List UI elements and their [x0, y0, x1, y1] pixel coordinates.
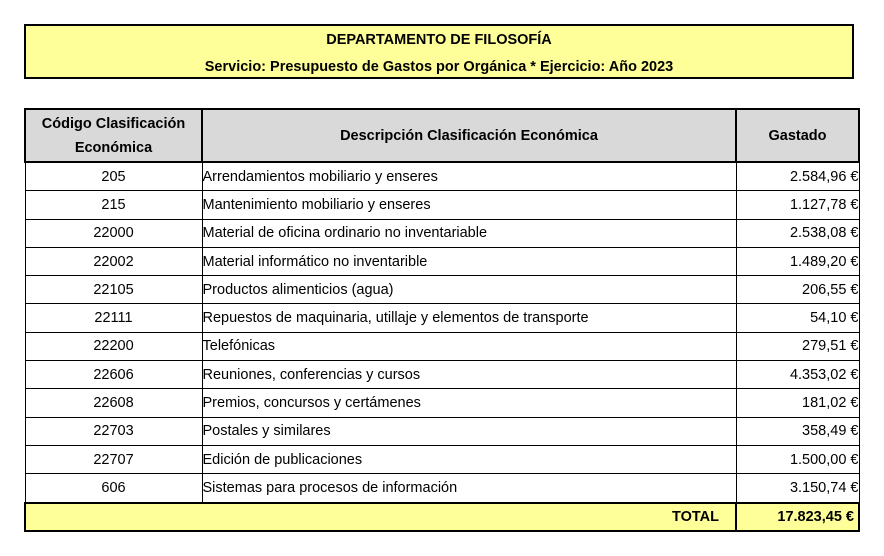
- row-amount: 181,02 €: [736, 389, 859, 417]
- total-row: [25, 503, 859, 531]
- department-header: [24, 24, 854, 79]
- row-amount: 4.353,02 €: [736, 361, 859, 389]
- table-row: [25, 276, 859, 304]
- row-description: Premios, concursos y certámenes: [202, 389, 736, 417]
- table-row: [25, 162, 859, 191]
- row-code: 22608: [25, 389, 202, 417]
- table-row: [25, 219, 859, 247]
- total-amount: 17.823,45 €: [736, 503, 859, 531]
- row-description: Edición de publicaciones: [202, 445, 736, 473]
- row-description: Telefónicas: [202, 332, 736, 360]
- row-description: Sistemas para procesos de información: [202, 474, 736, 503]
- row-amount: 1.127,78 €: [736, 191, 859, 219]
- row-amount: 3.150,74 €: [736, 474, 859, 503]
- row-description: Productos alimenticios (agua): [202, 276, 736, 304]
- row-amount: 54,10 €: [736, 304, 859, 332]
- row-amount: 206,55 €: [736, 276, 859, 304]
- table-row: [25, 332, 859, 360]
- row-amount: 358,49 €: [736, 417, 859, 445]
- total-label: TOTAL: [25, 503, 736, 531]
- row-description: Arrendamientos mobiliario y enseres: [202, 162, 736, 191]
- service-subtitle: Servicio: Presupuesto de Gastos por Orgánica * Ejercicio: Año 2023: [204, 59, 674, 75]
- row-code: 22703: [25, 417, 202, 445]
- row-amount: 279,51 €: [736, 332, 859, 360]
- column-header-amount: Gastado: [736, 109, 859, 162]
- row-code: 22002: [25, 247, 202, 275]
- table-row: [25, 445, 859, 473]
- row-amount: 2.538,08 €: [736, 219, 859, 247]
- table-row: [25, 361, 859, 389]
- table-header-row: [25, 109, 859, 162]
- table-row: [25, 247, 859, 275]
- row-description: Material informático no inventarible: [202, 247, 736, 275]
- table-row: [25, 191, 859, 219]
- budget-table: [24, 108, 860, 532]
- row-description: Material de oficina ordinario no inventariable: [202, 219, 736, 247]
- table-row: [25, 417, 859, 445]
- department-title: DEPARTAMENTO DE FILOSOFÍA: [326, 32, 552, 48]
- row-code: 22606: [25, 361, 202, 389]
- row-amount: 1.500,00 €: [736, 445, 859, 473]
- row-code: 215: [25, 191, 202, 219]
- table-row: [25, 304, 859, 332]
- row-code: 22105: [25, 276, 202, 304]
- row-description: Postales y similares: [202, 417, 736, 445]
- row-code: 22707: [25, 445, 202, 473]
- row-amount: 2.584,96 €: [736, 162, 859, 191]
- row-code: 22000: [25, 219, 202, 247]
- table-row: [25, 389, 859, 417]
- row-code: 205: [25, 162, 202, 191]
- table-row: [25, 474, 859, 503]
- column-header-description: Descripción Clasificación Económica: [202, 109, 736, 162]
- row-code: 22111: [25, 304, 202, 332]
- row-amount: 1.489,20 €: [736, 247, 859, 275]
- row-description: Mantenimiento mobiliario y enseres: [202, 191, 736, 219]
- row-description: Repuestos de maquinaria, utillaje y elementos de transporte: [202, 304, 736, 332]
- column-header-code: Código Clasificación Económica: [25, 109, 202, 162]
- row-code: 606: [25, 474, 202, 503]
- row-description: Reuniones, conferencias y cursos: [202, 361, 736, 389]
- row-code: 22200: [25, 332, 202, 360]
